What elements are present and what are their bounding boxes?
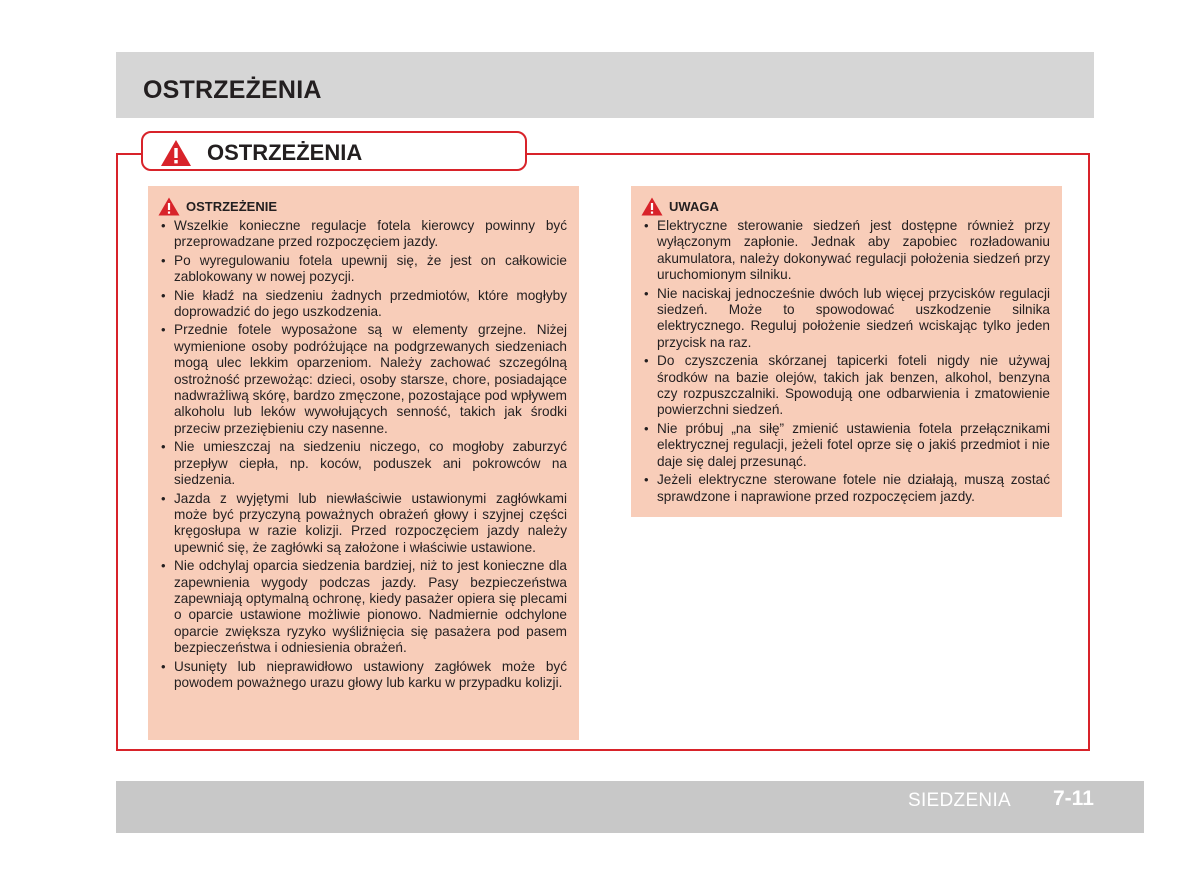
caution-box [631, 186, 1062, 517]
footer-section-name: SIEDZENIA [908, 790, 1011, 811]
section-heading-tab [141, 131, 527, 171]
warning-list [158, 218, 567, 691]
page-number: 7-11 [1053, 787, 1094, 810]
list-item: • Elektryczne sterowanie siedzeń jest dostępne również przy wyłączonym zapłonie. Jednak aby zapobiec rozładowaniu akumulatora, należy dokonywać regulacji położenia siedzeń przy uruchomionym silniku. [641, 218, 1050, 284]
list-item: • Nie naciskaj jednocześnie dwóch lub więcej przycisków regulacji siedzeń. Może to spowodować uszkodzenie silnika elektrycznego. Reguluj położenie siedzeń wciskając tylko jeden przycisk na raz. [641, 286, 1050, 352]
list-item: • Jazda z wyjętymi lub niewłaściwie ustawionymi zagłówkami może być przyczyną poważnych obrażeń głowy i szyjnej części kręgosłupa w razie kolizji. Przed rozpoczęciem jazdy należy upewnić się, że zagłówki są założone i właściwie ustawione. [158, 491, 567, 557]
caution-box-heading: UWAGA [669, 198, 719, 214]
warning-box-header [158, 196, 567, 216]
header-bar [116, 52, 1094, 118]
footer-bar [116, 781, 1144, 833]
list-item: • Przednie fotele wyposażone są w elementy grzejne. Niżej wymienione osoby podróżujące na podgrzewanych siedzeniach mogą ulec lekkim oparzeniom. Należy zachować szczególną ostrożność przewożąc: dzieci, osoby starsze, chore, posiadające nadwrażliwą skórę, bardzo zmęczone, pozostające pod wpływem alkoholu lub leków wywołujących senność, takich jak środki przeciw przeziębieniu czy nasenne. [158, 322, 567, 437]
caution-list [641, 218, 1050, 505]
page-title: OSTRZEŻENIA [143, 76, 322, 104]
list-item: • Usunięty lub nieprawidłowo ustawiony zagłówek może być powodem poważnego urazu głowy lub karku w przypadku kolizji. [158, 659, 567, 692]
list-item: • Nie próbuj „na siłę” zmienić ustawienia fotela przełącznikami elektrycznej regulacji, jeżeli fotel oprze się o jakiś przedmiot i nie daje się dalej przesunąć. [641, 421, 1050, 470]
list-item: • Nie kładź na siedzeniu żadnych przedmiotów, które mogłyby doprowadzić do jego uszkodzenia. [158, 288, 567, 321]
warning-triangle-icon [160, 139, 192, 167]
list-item: • Jeżeli elektryczne sterowane fotele nie działają, muszą zostać sprawdzone i naprawione przed rozpoczęciem jazdy. [641, 472, 1050, 505]
warning-triangle-icon [641, 197, 663, 216]
list-item: • Nie umieszczaj na siedzeniu niczego, co mogłoby zaburzyć przepływ ciepła, np. koców, poduszek ani pokrowców na siedzenia. [158, 439, 567, 488]
warning-box [148, 186, 579, 740]
section-title: OSTRZEŻENIA [207, 140, 363, 165]
list-item: • Do czyszczenia skórzanej tapicerki foteli nigdy nie używaj środków na bazie olejów, takich jak benzen, alkohol, benzyna czy rozpuszczalniki. Spowodują one odbarwienia i zmatowienie powierzchni siedzeń. [641, 353, 1050, 419]
list-item: • Wszelkie konieczne regulacje fotela kierowcy powinny być przeprowadzane przed rozpoczęciem jazdy. [158, 218, 567, 251]
caution-box-header [641, 196, 1050, 216]
list-item: • Po wyregulowaniu fotela upewnij się, że jest on całkowicie zablokowany w nowej pozycji. [158, 253, 567, 286]
warning-box-heading: OSTRZEŻENIE [186, 198, 278, 214]
warning-triangle-icon [158, 197, 180, 216]
list-item: • Nie odchylaj oparcia siedzenia bardziej, niż to jest konieczne dla zapewnienia wygody podczas jazdy. Pasy bezpieczeństwa zapewniają optymalną ochronę, kiedy pasażer opiera się plecami o oparcie ustawione możliwie pionowo. Nadmiernie odchylone oparcie zwiększa ryzyko wyśliźnięcia się pasażera pod pasem bezpieczeństwa i odniesienia obrażeń. [158, 558, 567, 656]
